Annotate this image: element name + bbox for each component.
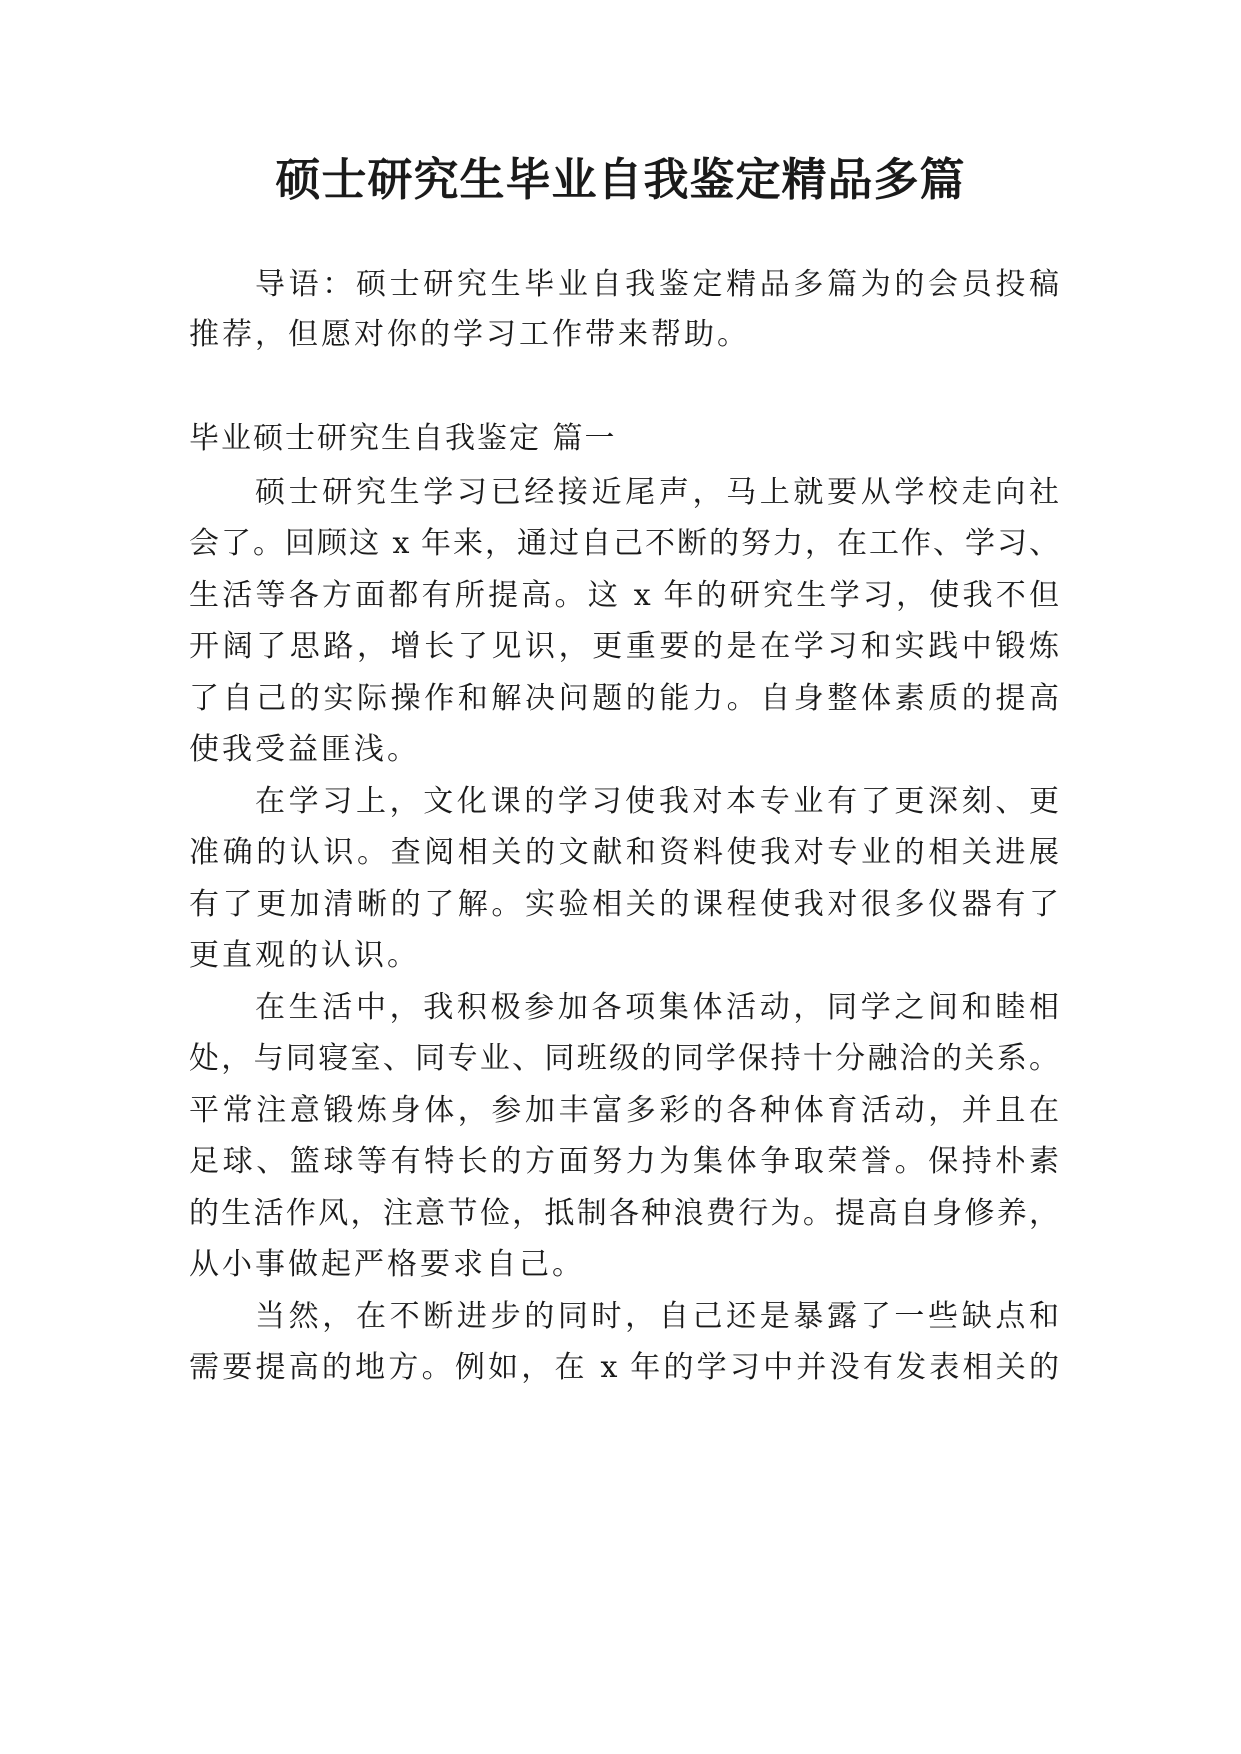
paragraph-line: 开阔了思路，增长了见识，更重要的是在学习和实践中锻炼	[189, 629, 1059, 664]
paragraph-line: 需要提高的地方。例如，在 x 年的学习中并没有发表相关的	[189, 1350, 1059, 1385]
paragraph-line: 使我受益匪浅。	[189, 732, 420, 767]
document-title: 硕士研究生毕业自我鉴定精品多篇	[275, 153, 966, 206]
paragraph-line: 会了。回顾这 x 年来，通过自己不断的努力，在工作、学习、	[189, 526, 1059, 561]
paragraph-line: 更直观的认识。	[189, 938, 420, 973]
section-heading: 毕业硕士研究生自我鉴定 篇一	[189, 421, 617, 456]
paragraph-line: 当然，在不断进步的同时，自己还是暴露了一些缺点和	[255, 1299, 1059, 1334]
paragraph-line: 准确的认识。查阅相关的文献和资料使我对专业的相关进展	[189, 835, 1059, 870]
paragraph-line: 的生活作风，注意节俭，抵制各种浪费行为。提高自身修养，	[189, 1196, 1059, 1231]
paragraph-line: 平常注意锻炼身体，参加丰富多彩的各种体育活动，并且在	[189, 1093, 1059, 1128]
paragraph-line: 生活等各方面都有所提高。这 x 年的研究生学习，使我不但	[189, 578, 1059, 613]
paragraph-line: 在学习上，文化课的学习使我对本专业有了更深刻、更	[255, 784, 1059, 819]
intro-line: 导语：硕士研究生毕业自我鉴定精品多篇为的会员投稿	[255, 267, 1059, 302]
paragraph-line: 从小事做起严格要求自己。	[189, 1247, 585, 1282]
paragraph-line: 在生活中，我积极参加各项集体活动，同学之间和睦相	[255, 990, 1059, 1025]
paragraph-line: 硕士研究生学习已经接近尾声，马上就要从学校走向社	[255, 475, 1059, 510]
paragraph-line: 处，与同寝室、同专业、同班级的同学保持十分融洽的关系。	[189, 1041, 1059, 1076]
paragraph-line: 足球、篮球等有特长的方面努力为集体争取荣誉。保持朴素	[189, 1144, 1059, 1179]
paragraph-line: 了自己的实际操作和解决问题的能力。自身整体素质的提高	[189, 681, 1059, 716]
paragraph-line: 有了更加清晰的了解。实验相关的课程使我对很多仪器有了	[189, 887, 1059, 922]
intro-line: 推荐，但愿对你的学习工作带来帮助。	[189, 317, 750, 352]
